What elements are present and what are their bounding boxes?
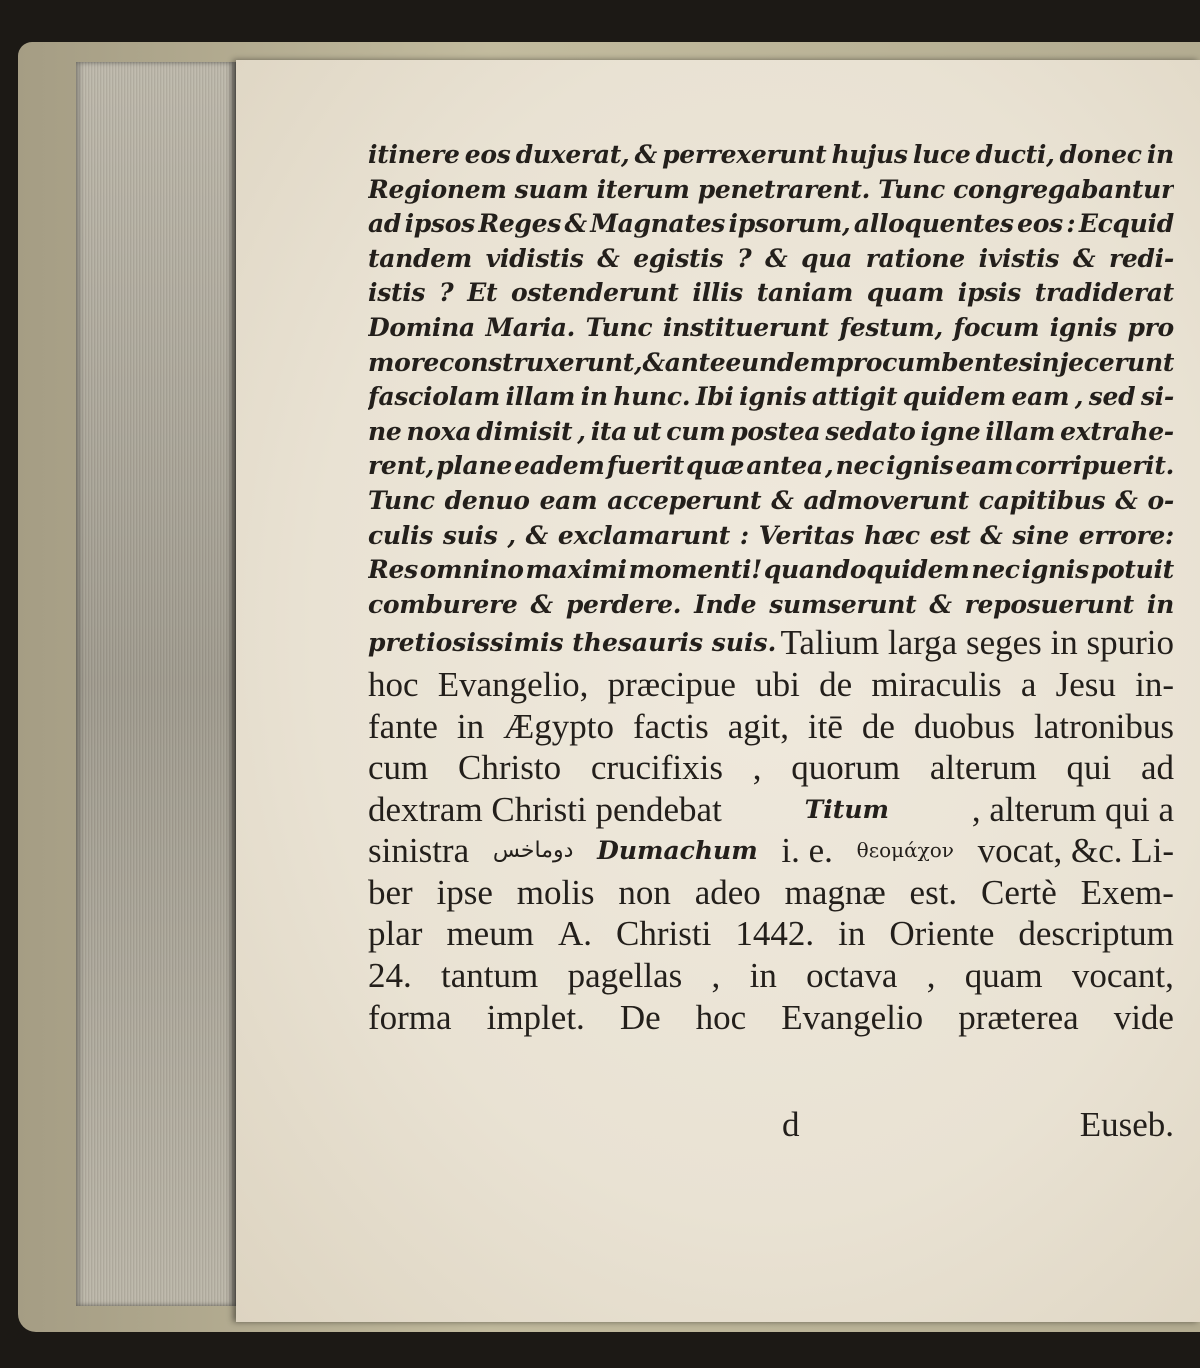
- greek-word: θεομάχον: [856, 838, 954, 863]
- page-footer: [368, 1105, 1174, 1149]
- text-line: culis suis , & exclamarunt : Veritas hæc est & sine errore:: [368, 520, 1174, 550]
- text-line: fasciolam illam in hunc. Ibi ignis attigit quidem eam , sed si-: [368, 382, 1174, 412]
- text-line: Res omnino maximi momenti! quandoquidem nec ignis potuit: [368, 555, 1174, 585]
- roman-fragment: Talium larga seges in spurio: [780, 623, 1174, 663]
- roman-passage-end: [368, 872, 1174, 1038]
- signature-mark: d: [782, 1105, 800, 1144]
- text-line-mixed: [368, 622, 1174, 664]
- text-line: Regionem suam iterum penetrarent. Tunc congregabantur: [368, 174, 1174, 204]
- text-line: plar meum A. Christi 1442. in Oriente descriptum: [368, 914, 1174, 954]
- text-line: istis ? Et ostenderunt illis taniam quam ipsis tradiderat: [368, 278, 1174, 308]
- text-line: forma implet. De hoc Evangelio præterea vide: [368, 997, 1174, 1037]
- text-line: Domina Maria. Tunc instituerunt festum, focum ignis pro: [368, 312, 1174, 342]
- text-line: hoc Evangelio, præcipue ubi de miraculis a Jesu in-: [368, 664, 1174, 704]
- text-block: [368, 138, 1174, 1038]
- dumachum-middle: i. e.: [781, 831, 833, 871]
- text-line: ne noxa dimisit , ita ut cum postea sedato igne illam extrahe-: [368, 416, 1174, 446]
- text-line: comburere & perdere. Inde sumserunt & reposuerunt in: [368, 589, 1174, 619]
- text-line: itinere eos duxerat, & perrexerunt hujus luce ducti, donec in: [368, 140, 1174, 169]
- text-line: ber ipse molis non adeo magnæ est. Certè Exem-: [368, 872, 1174, 912]
- arabic-name: دوماخس: [492, 838, 574, 864]
- book-page: [236, 60, 1200, 1322]
- roman-passage: [368, 664, 1174, 789]
- text-line-titum: [368, 789, 1174, 831]
- text-line: more construxerunt, & ante eundem procumbentes injecerunt: [368, 347, 1174, 377]
- text-line: 24. tantum pagellas , in octava , quam vocant,: [368, 956, 1174, 996]
- text-line: ad ipsos Reges & Magnates ipsorum, alloquentes eos : Ecquid: [368, 209, 1174, 239]
- dumachum-after: vocat, &c. Li-: [977, 831, 1174, 871]
- titum-before: dextram Christi pendebat: [368, 789, 722, 829]
- text-line: Tunc denuo eam acceperunt & admoverunt capitibus & o-: [368, 485, 1174, 515]
- italic-fragment: pretiosissimis thesauris suis.: [368, 628, 777, 658]
- text-line: fante in Ægypto factis agit, itē de duobus latronibus: [368, 706, 1174, 746]
- titum-after: , alterum qui a: [971, 789, 1174, 829]
- text-line: rent, plane eadem fuerit quæ antea , nec ignis eam corripuerit.: [368, 451, 1174, 481]
- text-line-dumachum: [368, 830, 1174, 872]
- text-line: tandem vidistis & egistis ? & qua ratione ivistis & redi-: [368, 243, 1174, 273]
- titum-italic: Titum: [804, 794, 889, 824]
- catchword: Euseb.: [1079, 1105, 1174, 1144]
- dumachum-italic: Dumachum: [597, 836, 758, 866]
- page-edges: [76, 62, 236, 1306]
- dumachum-before: sinistra: [368, 831, 470, 871]
- text-line: cum Christo crucifixis , quorum alterum qui ad: [368, 748, 1174, 788]
- italic-passage: [368, 138, 1174, 622]
